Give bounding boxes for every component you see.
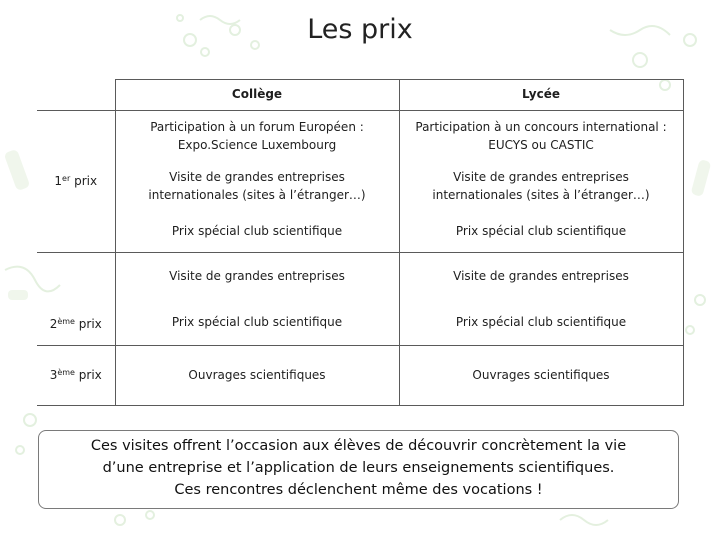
callout-line: Ces rencontres déclenchent même des vocations ! (174, 482, 543, 498)
table-row (37, 346, 683, 406)
column-header-college: Collège (115, 80, 399, 111)
table-row (37, 300, 683, 345)
table-cell: Ouvrages scientifiques (115, 346, 399, 406)
table-cell: Visite de grandes entreprises internationales (sites à l’étranger…) (115, 162, 399, 212)
callout-line: Ces visites offrent l’occasion aux élèves de découvrir concrètement la vie (90, 438, 627, 454)
table-cell: Visite de grandes entreprises (115, 253, 399, 300)
callout-line: d’une entreprise et l’application de leurs enseignements scientifiques. (102, 460, 615, 476)
table-cell: Prix spécial club scientifique (115, 300, 399, 345)
table-row (37, 212, 683, 253)
table-cell: Prix spécial club scientifique (399, 212, 683, 253)
column-header-lycee: Lycée (399, 80, 683, 111)
table-cell: Prix spécial club scientifique (115, 212, 399, 253)
table-cell: Participation à un concours international : EUCYS ou CASTIC (399, 111, 683, 163)
prize-table (37, 79, 684, 406)
row-header-third-prize: 3ème prix (37, 346, 115, 406)
callout-box (38, 430, 679, 509)
table-row (37, 111, 683, 163)
row-header-first-prize: 1er prix (37, 111, 115, 253)
table-cell: Ouvrages scientifiques (399, 346, 683, 406)
table-header-row (37, 80, 683, 111)
table-cell: Participation à un forum Européen : Expo.Science Luxembourg (115, 111, 399, 163)
table-cell: Prix spécial club scientifique (399, 300, 683, 345)
table-row (37, 253, 683, 300)
row-header-second-prize: 2ème prix (37, 253, 115, 346)
table-cell: Visite de grandes entreprises internationales (sites à l’étranger…) (399, 162, 683, 212)
table-cell: Visite de grandes entreprises (399, 253, 683, 300)
page-title: Les prix (307, 14, 413, 45)
table-row (37, 162, 683, 212)
empty-corner-cell (37, 80, 115, 111)
